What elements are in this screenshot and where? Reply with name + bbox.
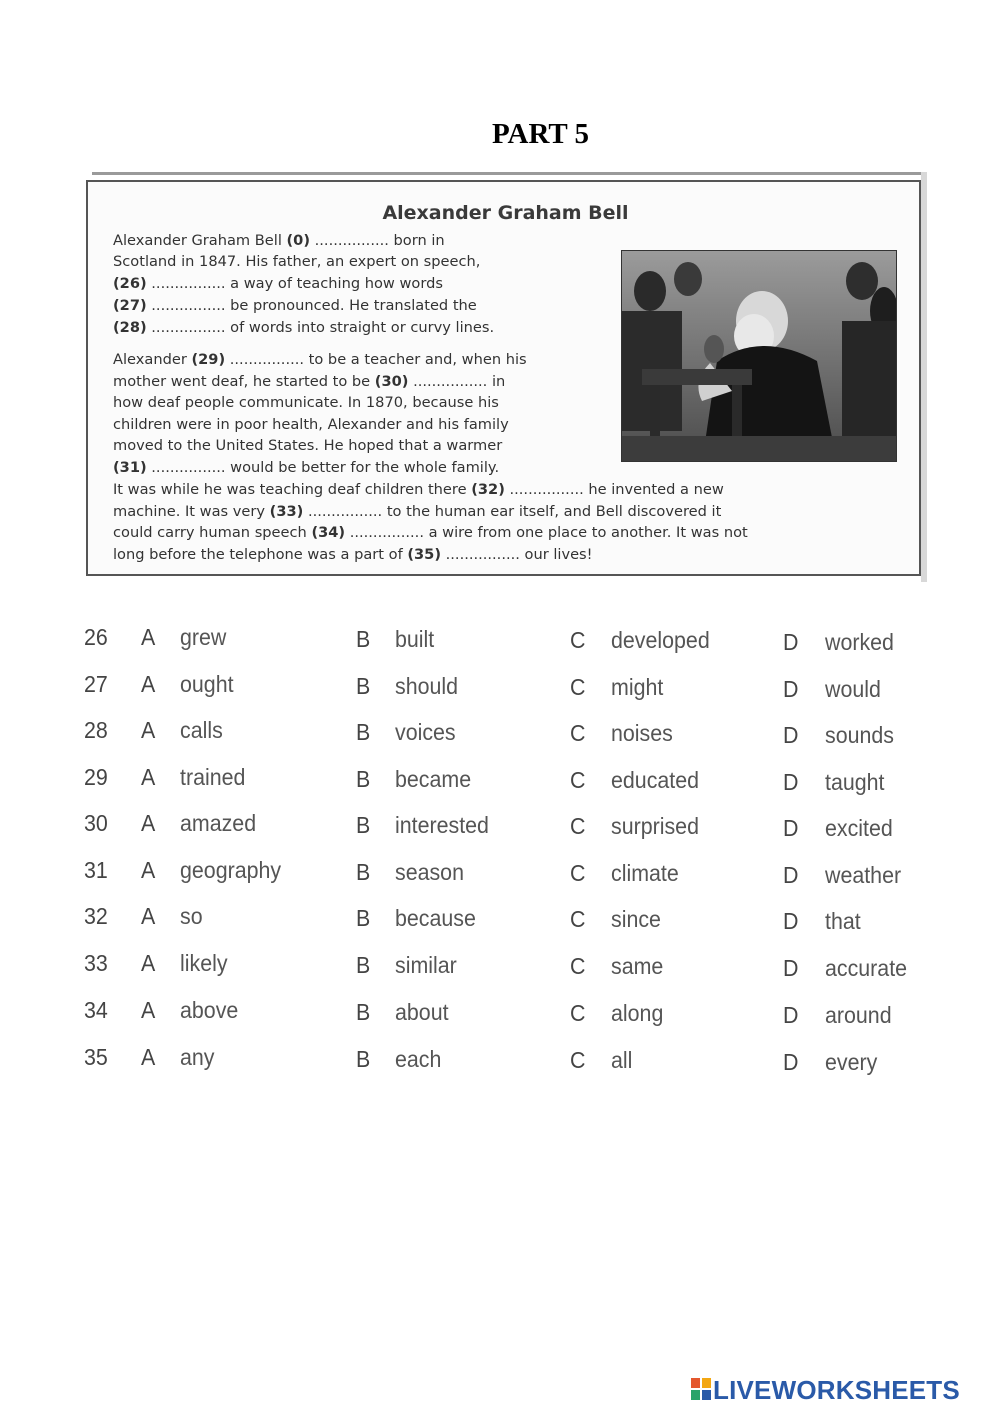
question-number: 33: [84, 950, 108, 976]
option-letter: A: [141, 997, 156, 1023]
passage-line: [113, 277, 443, 292]
question-number: 30: [84, 810, 108, 836]
option-word[interactable]: since: [611, 906, 661, 932]
page-title: PART 5: [492, 118, 589, 150]
passage-line: [113, 321, 494, 336]
gap-number: (33): [269, 503, 304, 520]
option-word[interactable]: accurate: [825, 954, 908, 981]
option-letter: D: [783, 1048, 799, 1075]
option-word[interactable]: would: [825, 675, 881, 702]
option-letter: C: [570, 813, 586, 839]
option-word[interactable]: became: [395, 765, 472, 792]
liveworksheets-logo: [691, 1375, 989, 1403]
question-number: 34: [84, 997, 108, 1023]
option-letter: B: [356, 904, 371, 931]
option-letter: B: [356, 765, 371, 792]
passage-text-segment: ................ be pronounced. He translated the: [146, 297, 477, 314]
passage-line: [113, 299, 477, 314]
question-number: 32: [84, 903, 108, 929]
passage-text-segment: ................ a wire from one place to another. It was not: [345, 524, 748, 541]
box-shadow-top: [92, 172, 925, 175]
option-word[interactable]: sounds: [825, 721, 894, 748]
option-letter: A: [141, 903, 156, 929]
option-word[interactable]: season: [395, 858, 464, 885]
option-letter: D: [783, 814, 799, 841]
gap-number: (34): [311, 524, 346, 541]
passage-line: [113, 353, 527, 368]
option-word[interactable]: along: [611, 1000, 664, 1026]
passage-line: [113, 418, 509, 433]
passage-text-segment: Scotland in 1847. His father, an expert on speech,: [113, 253, 481, 270]
passage-text-segment: ................ a way of teaching how words: [146, 275, 443, 292]
option-letter: A: [141, 624, 156, 650]
passage-box: [86, 180, 921, 576]
gap-number: (26): [113, 275, 147, 292]
question-number: 27: [84, 671, 108, 697]
option-letter: D: [783, 1001, 799, 1028]
option-letter: D: [783, 954, 799, 981]
option-letter: D: [783, 628, 799, 655]
question-number: 29: [84, 764, 108, 790]
option-letter: B: [356, 858, 371, 885]
option-word[interactable]: any: [180, 1044, 215, 1070]
passage-line: [113, 548, 593, 563]
option-letter: D: [783, 861, 799, 888]
option-word[interactable]: same: [611, 953, 664, 979]
option-letter: A: [141, 810, 156, 836]
option-word[interactable]: weather: [825, 861, 902, 888]
option-word[interactable]: so: [180, 903, 203, 929]
option-word[interactable]: interested: [395, 811, 489, 838]
liveworksheets-icon: [691, 1378, 711, 1400]
passage-line: [113, 439, 502, 454]
option-word[interactable]: developed: [611, 627, 710, 653]
passage-line: [113, 234, 445, 249]
option-word[interactable]: noises: [611, 720, 673, 746]
option-letter: C: [570, 627, 586, 653]
option-letter: C: [570, 860, 586, 886]
passage-line: [113, 505, 721, 520]
option-word[interactable]: might: [611, 674, 664, 700]
passage-line: [113, 255, 480, 270]
passage-text-segment: ................ to be a teacher and, when his: [225, 351, 527, 368]
option-letter: D: [783, 721, 799, 748]
gap-number: (0): [286, 232, 311, 249]
passage-line: [113, 396, 499, 411]
passage-text-segment: ................ would be better for the whole family.: [146, 459, 500, 476]
option-letter: A: [141, 857, 156, 883]
passage-text-segment: Alexander Graham Bell: [113, 232, 287, 249]
passage-line: [113, 526, 748, 541]
box-shadow-right: [921, 172, 927, 582]
passage-text-segment: how deaf people communicate. In 1870, because his: [113, 394, 499, 411]
passage-text-segment: long before the telephone was a part of: [113, 546, 408, 563]
passage-text-segment: Alexander: [113, 351, 192, 368]
passage-text-segment: ................ in: [408, 373, 506, 390]
gap-number: (29): [191, 351, 226, 368]
logo-text: LIVEWORKSHEETS: [713, 1375, 960, 1405]
option-word[interactable]: calls: [180, 717, 223, 743]
option-letter: D: [783, 907, 799, 934]
option-word[interactable]: excited: [825, 814, 893, 841]
passage-text-segment: mother went deaf, he started to be: [113, 373, 375, 390]
option-letter: B: [356, 1045, 371, 1072]
option-letter: C: [570, 1047, 586, 1073]
option-word[interactable]: ought: [180, 671, 234, 697]
passage-text-segment: ................ our lives!: [441, 546, 593, 563]
option-word[interactable]: similar: [395, 951, 457, 978]
option-letter: A: [141, 671, 156, 697]
option-letter: D: [783, 768, 799, 795]
question-number: 28: [84, 717, 108, 743]
option-letter: A: [141, 1044, 156, 1070]
passage-text-segment: children were in poor health, Alexander and his family: [113, 416, 509, 433]
gap-number: (28): [113, 319, 147, 336]
option-word[interactable]: geography: [180, 857, 282, 883]
option-letter: C: [570, 1000, 586, 1026]
passage-text-segment: ................ he invented a new: [504, 481, 724, 498]
option-word[interactable]: about: [395, 998, 449, 1025]
passage-text-segment: ................ of words into straight or curvy lines.: [146, 319, 495, 336]
option-word[interactable]: trained: [180, 764, 246, 790]
passage-line: [113, 483, 724, 498]
gap-number: (31): [113, 459, 147, 476]
photo-illustration: [622, 251, 897, 462]
gap-number: (30): [374, 373, 409, 390]
passage-text-segment: moved to the United States. He hoped that a warmer: [113, 437, 503, 454]
option-word[interactable]: taught: [825, 768, 885, 795]
option-word[interactable]: all: [611, 1047, 633, 1073]
gap-number: (32): [471, 481, 505, 498]
option-letter: B: [356, 998, 371, 1025]
question-number: 35: [84, 1044, 108, 1070]
option-word[interactable]: climate: [611, 860, 679, 886]
option-word[interactable]: every: [825, 1048, 878, 1075]
option-letter: C: [570, 953, 586, 979]
passage-text-segment: ................ born in: [310, 232, 445, 249]
bell-telephone-photo: [621, 250, 897, 462]
passage-line: [113, 461, 499, 476]
option-word[interactable]: each: [395, 1045, 442, 1072]
option-letter: A: [141, 950, 156, 976]
option-word[interactable]: surprised: [611, 813, 699, 839]
option-word[interactable]: amazed: [180, 810, 257, 836]
option-word[interactable]: likely: [180, 950, 228, 976]
option-word[interactable]: should: [395, 672, 459, 699]
passage-title: Alexander Graham Bell: [382, 202, 629, 224]
option-word[interactable]: voices: [395, 718, 456, 745]
passage-text-segment: could carry human speech: [113, 524, 312, 541]
option-letter: D: [783, 675, 799, 702]
question-number: 31: [84, 857, 108, 883]
option-word[interactable]: above: [180, 997, 239, 1023]
option-letter: B: [356, 625, 371, 652]
passage-text-segment: It was while he was teaching deaf children there: [113, 481, 472, 498]
option-letter: B: [356, 951, 371, 978]
passage-line: [113, 375, 505, 390]
option-letter: C: [570, 674, 586, 700]
option-letter: B: [356, 718, 371, 745]
option-letter: C: [570, 720, 586, 746]
option-letter: B: [356, 672, 371, 699]
gap-number: (35): [407, 546, 442, 563]
option-word[interactable]: because: [395, 904, 476, 931]
option-word[interactable]: grew: [180, 624, 227, 650]
question-number: 26: [84, 624, 108, 650]
passage-text-segment: machine. It was very: [113, 503, 270, 520]
option-letter: C: [570, 767, 586, 793]
option-word[interactable]: educated: [611, 767, 700, 793]
option-letter: B: [356, 811, 371, 838]
option-word[interactable]: that: [825, 907, 861, 934]
option-letter: A: [141, 717, 156, 743]
option-word[interactable]: around: [825, 1001, 892, 1028]
option-word[interactable]: built: [395, 625, 435, 652]
gap-number: (27): [113, 297, 147, 314]
passage-text-segment: ................ to the human ear itself, and Bell discovered it: [303, 503, 722, 520]
option-letter: C: [570, 906, 586, 932]
option-word[interactable]: worked: [825, 628, 894, 655]
option-letter: A: [141, 764, 156, 790]
